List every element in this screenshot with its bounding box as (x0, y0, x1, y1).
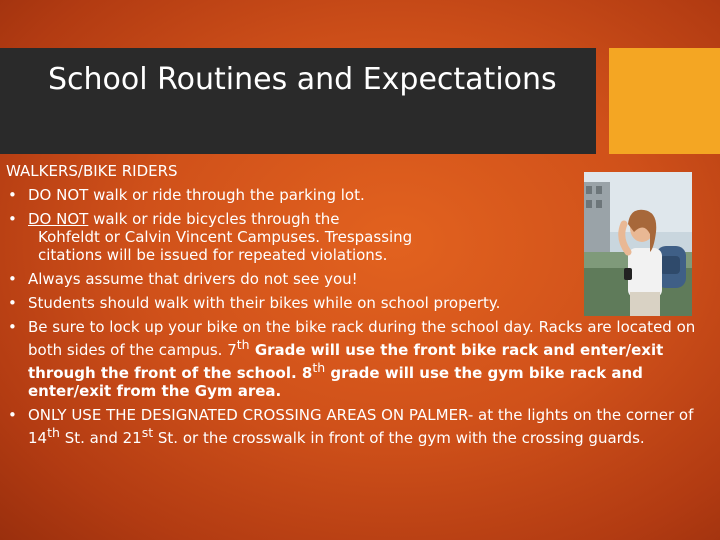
item-text-bold: grade will use the gym bike rack and enter/exit from the Gym area. (28, 364, 643, 400)
item-text: St. and 21 (59, 429, 142, 447)
bullet-icon: • (8, 270, 17, 288)
item-text: Kohfeldt or Calvin Vincent Campuses. Trespassing (38, 228, 413, 246)
item-text-underlined: DO NOT (28, 210, 89, 228)
superscript: st (141, 425, 154, 440)
list-item (6, 406, 706, 447)
bullet-icon: • (8, 406, 17, 424)
list-item (6, 270, 706, 288)
item-text: Always assume that drivers do not see you! (28, 270, 358, 288)
item-text: Be sure to lock up your bike on the bike rack during the school day. Racks are located on both sides of the campus. 7 (28, 318, 696, 359)
item-text: ONLY USE THE DESIGNATED CROSSING AREAS ON PALMER- at the lights on the corner of 14 (28, 406, 694, 447)
superscript: th (47, 425, 60, 440)
section-heading: WALKERS/BIKE RIDERS (6, 162, 178, 180)
bullet-icon: • (8, 186, 17, 204)
bullet-list (6, 186, 706, 447)
bullet-icon: • (8, 318, 17, 336)
list-item (6, 210, 588, 264)
item-text: DO NOT walk or ride through the parking lot. (28, 186, 365, 204)
superscript: th (312, 360, 326, 375)
list-item (6, 186, 706, 204)
list-item (6, 318, 706, 400)
list-item (6, 294, 706, 312)
item-text: St. or the crosswalk in front of the gym with the crossing guards. (153, 429, 645, 447)
accent-square (609, 48, 720, 154)
slide-title: School Routines and Expectations (48, 62, 557, 97)
superscript: th (236, 337, 250, 352)
item-text-bold: Grade will use the front bike rack and enter/exit through the front of the school. 8 (28, 341, 664, 382)
slide-body (6, 162, 706, 453)
bullet-icon: • (8, 294, 17, 312)
item-text: walk or ride bicycles through the (88, 210, 340, 228)
bullet-icon: • (8, 210, 17, 228)
item-text: Students should walk with their bikes while on school property. (28, 294, 501, 312)
item-text: citations will be issued for repeated violations. (38, 246, 388, 264)
